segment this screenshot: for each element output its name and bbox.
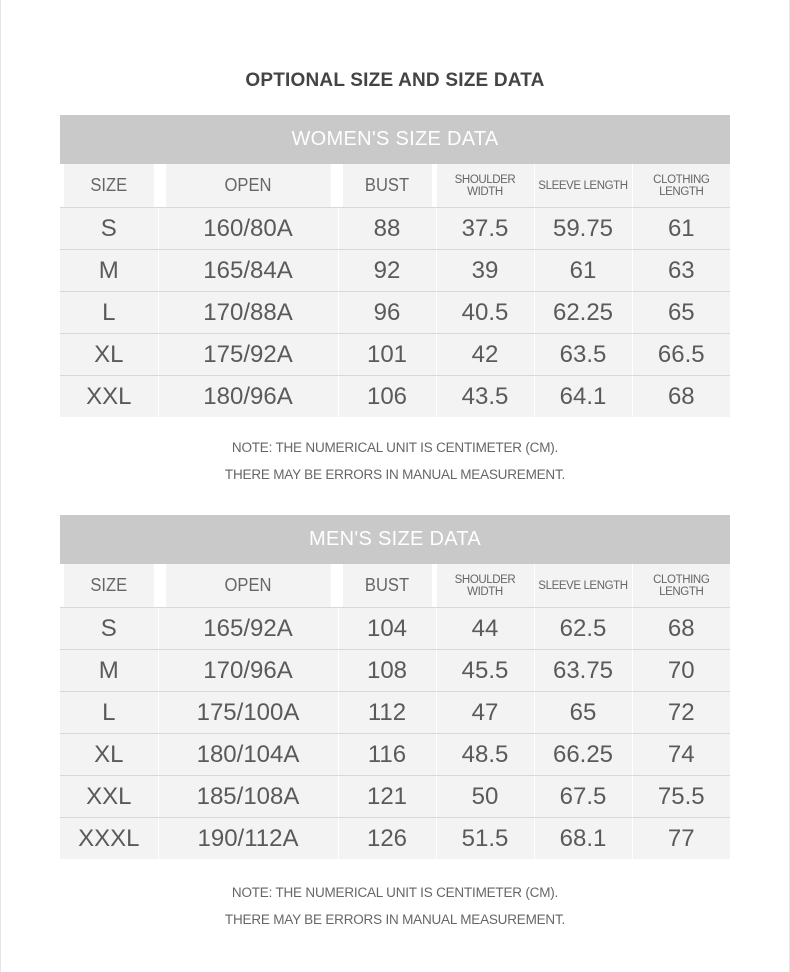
cell-shoulder-width: 42	[436, 334, 534, 376]
cell-open: 190/112A	[158, 818, 338, 860]
cell-open: 160/80A	[158, 208, 338, 250]
page-border-left	[0, 0, 1, 972]
women-note-errors: THERE MAY BE ERRORS IN MANUAL MEASUREMENT.	[224, 467, 566, 482]
cell-size: M	[60, 250, 158, 292]
cell-bust: 116	[338, 734, 436, 776]
table-row	[60, 818, 730, 860]
cell-bust: 106	[338, 376, 436, 418]
cell-clothing-length: 75.5	[632, 776, 730, 818]
cell-shoulder-width: 43.5	[436, 376, 534, 418]
cell-clothing-length: 72	[632, 692, 730, 734]
men-table-title-row	[60, 515, 730, 564]
cell-bust: 88	[338, 208, 436, 250]
cell-sleeve-length: 62.25	[534, 292, 632, 334]
cell-shoulder-width: 37.5	[436, 208, 534, 250]
cell-clothing-length: 68	[632, 608, 730, 650]
cell-open: 180/96A	[158, 376, 338, 418]
cell-sleeve-length: 63.75	[534, 650, 632, 692]
column-header-open: OPEN	[165, 164, 331, 208]
cell-sleeve-length: 61	[534, 250, 632, 292]
cell-shoulder-width: 40.5	[436, 292, 534, 334]
men-size-table	[60, 515, 730, 859]
cell-size: XXL	[60, 376, 158, 418]
table-row	[60, 734, 730, 776]
cell-open: 170/88A	[158, 292, 338, 334]
column-header-clothing-length: CLOTHING LENGTH	[632, 164, 730, 208]
cell-open: 180/104A	[158, 734, 338, 776]
column-header-size: SIZE	[64, 564, 154, 608]
men-note-unit: NOTE: THE NUMERICAL UNIT IS CENTIMETER (CM).	[231, 885, 559, 900]
column-header-shoulder-width: SHOULDER WIDTH	[436, 564, 534, 608]
cell-sleeve-length: 65	[534, 692, 632, 734]
cell-shoulder-width: 39	[436, 250, 534, 292]
cell-clothing-length: 61	[632, 208, 730, 250]
table-row	[60, 608, 730, 650]
cell-size: S	[60, 208, 158, 250]
cell-open: 170/96A	[158, 650, 338, 692]
women-header-row	[60, 164, 730, 208]
table-row	[60, 292, 730, 334]
cell-size: L	[60, 692, 158, 734]
cell-shoulder-width: 48.5	[436, 734, 534, 776]
cell-size: S	[60, 608, 158, 650]
cell-clothing-length: 70	[632, 650, 730, 692]
cell-open: 175/92A	[158, 334, 338, 376]
column-header-shoulder-width: SHOULDER WIDTH	[436, 164, 534, 208]
page-title: OPTIONAL SIZE AND SIZE DATA	[245, 70, 545, 91]
cell-sleeve-length: 68.1	[534, 818, 632, 860]
cell-size: XXL	[60, 776, 158, 818]
cell-size: M	[60, 650, 158, 692]
cell-shoulder-width: 47	[436, 692, 534, 734]
table-row	[60, 334, 730, 376]
cell-open: 165/84A	[158, 250, 338, 292]
table-row	[60, 692, 730, 734]
cell-size: XL	[60, 734, 158, 776]
cell-shoulder-width: 50	[436, 776, 534, 818]
cell-sleeve-length: 64.1	[534, 376, 632, 418]
cell-clothing-length: 66.5	[632, 334, 730, 376]
cell-open: 185/108A	[158, 776, 338, 818]
cell-size: XXXL	[60, 818, 158, 860]
column-header-size: SIZE	[64, 164, 154, 208]
cell-bust: 108	[338, 650, 436, 692]
men-table-title: MEN'S SIZE DATA	[60, 515, 730, 564]
cell-bust: 96	[338, 292, 436, 334]
cell-clothing-length: 68	[632, 376, 730, 418]
cell-open: 165/92A	[158, 608, 338, 650]
cell-open: 175/100A	[158, 692, 338, 734]
column-header-sleeve-length: SLEEVE LENGTH	[534, 564, 632, 608]
cell-shoulder-width: 44	[436, 608, 534, 650]
table-row	[60, 208, 730, 250]
column-header-sleeve-length: SLEEVE LENGTH	[534, 164, 632, 208]
women-table-title: WOMEN'S SIZE DATA	[60, 115, 730, 164]
cell-bust: 104	[338, 608, 436, 650]
cell-sleeve-length: 59.75	[534, 208, 632, 250]
table-row	[60, 250, 730, 292]
women-table-title-row	[60, 115, 730, 164]
cell-bust: 121	[338, 776, 436, 818]
column-header-clothing-length: CLOTHING LENGTH	[632, 564, 730, 608]
cell-clothing-length: 65	[632, 292, 730, 334]
column-header-open: OPEN	[165, 564, 331, 608]
table-row	[60, 376, 730, 418]
cell-bust: 126	[338, 818, 436, 860]
cell-size: XL	[60, 334, 158, 376]
column-header-bust: BUST	[342, 164, 432, 208]
cell-sleeve-length: 67.5	[534, 776, 632, 818]
cell-clothing-length: 74	[632, 734, 730, 776]
cell-sleeve-length: 66.25	[534, 734, 632, 776]
men-note-errors: THERE MAY BE ERRORS IN MANUAL MEASUREMENT.	[224, 912, 566, 927]
cell-clothing-length: 77	[632, 818, 730, 860]
table-row	[60, 650, 730, 692]
cell-bust: 92	[338, 250, 436, 292]
women-size-table	[60, 115, 730, 417]
men-header-row	[60, 564, 730, 608]
column-header-bust: BUST	[342, 564, 432, 608]
cell-bust: 112	[338, 692, 436, 734]
cell-shoulder-width: 45.5	[436, 650, 534, 692]
cell-sleeve-length: 63.5	[534, 334, 632, 376]
cell-clothing-length: 63	[632, 250, 730, 292]
cell-size: L	[60, 292, 158, 334]
cell-shoulder-width: 51.5	[436, 818, 534, 860]
cell-sleeve-length: 62.5	[534, 608, 632, 650]
cell-bust: 101	[338, 334, 436, 376]
table-row	[60, 776, 730, 818]
women-note-unit: NOTE: THE NUMERICAL UNIT IS CENTIMETER (CM).	[231, 440, 559, 455]
